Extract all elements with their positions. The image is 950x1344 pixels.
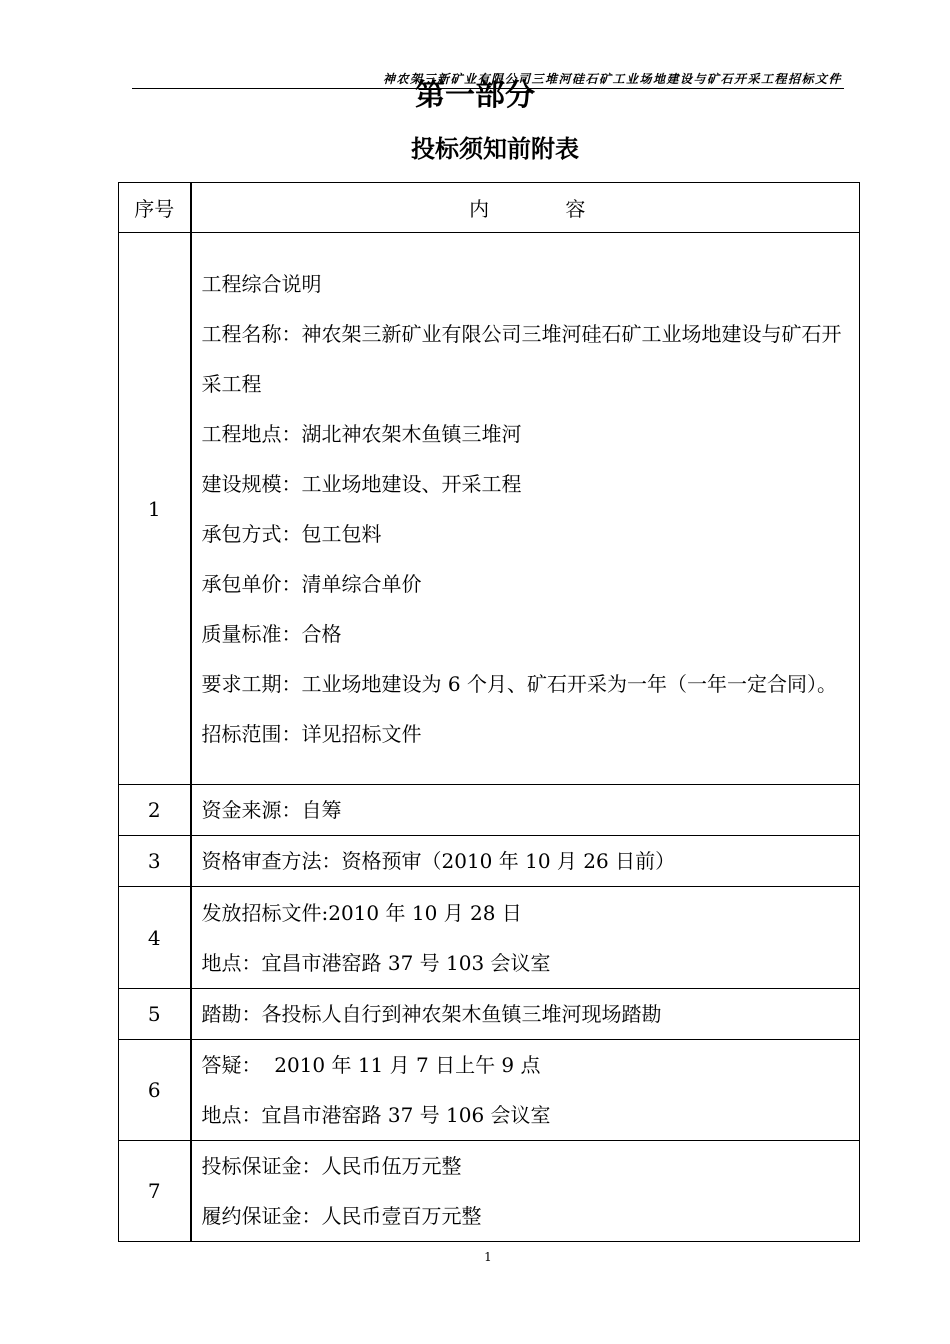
row-content xyxy=(191,1141,860,1242)
content-line: 工程综合说明 xyxy=(201,271,322,296)
bid-instructions-table xyxy=(118,182,860,1242)
content-line: 承包方式：包工包料 xyxy=(201,521,382,546)
document-subtitle: 投标须知前附表 xyxy=(411,135,579,163)
content-line: 履约保证金：人民币壹百万元整 xyxy=(201,1204,482,1228)
content-line: 质量标准：合格 xyxy=(201,621,342,646)
header-cell-no: 序号 xyxy=(119,183,191,233)
content-line: 地点：宜昌市港窑路 37 号 103 会议室 xyxy=(201,950,551,975)
content-line: 建设规模：工业场地建设、开采工程 xyxy=(201,471,522,496)
content-line: 工程名称：神农架三新矿业有限公司三堆河硅石矿工业场地建设与矿石开采工程 xyxy=(201,321,842,396)
table-row xyxy=(119,233,860,785)
row-content xyxy=(191,887,860,989)
table-row xyxy=(119,989,860,1040)
running-header: 神农架三新矿业有限公司三堆河硅石矿工业场地建设与矿石开采工程招标文件 xyxy=(382,72,842,86)
table-row xyxy=(119,887,860,989)
row-number: 2 xyxy=(119,785,191,836)
content-line: 资格审查方法：资格预审（2010 年 10 月 26 日前） xyxy=(201,849,676,873)
content-line: 资金来源：自筹 xyxy=(201,798,342,822)
row-number: 1 xyxy=(119,233,191,785)
header-content-label: 内 容 xyxy=(469,197,586,221)
header-cell-content xyxy=(191,183,860,233)
row-number: 5 xyxy=(119,989,191,1040)
row-content xyxy=(191,233,860,785)
row-number: 4 xyxy=(119,887,191,989)
table-row xyxy=(119,1040,860,1141)
content-line: 承包单价：清单综合单价 xyxy=(201,571,422,596)
row-number: 7 xyxy=(119,1141,191,1242)
table-header-row xyxy=(119,183,860,233)
content-line: 招标范围：详见招标文件 xyxy=(201,721,422,746)
content-line: 投标保证金：人民币伍万元整 xyxy=(201,1154,462,1178)
content-line: 工程地点：湖北神农架木鱼镇三堆河 xyxy=(201,421,522,446)
row-content xyxy=(191,785,860,836)
row-number: 3 xyxy=(119,836,191,887)
row-content xyxy=(191,1040,860,1141)
row-content xyxy=(191,989,860,1040)
row-number: 6 xyxy=(119,1040,191,1141)
table-row xyxy=(119,785,860,836)
part-title: 第一部分 xyxy=(415,78,535,113)
content-line: 地点：宜昌市港窑路 37 号 106 会议室 xyxy=(201,1103,551,1127)
table-row xyxy=(119,836,860,887)
row-content xyxy=(191,836,860,887)
table-row xyxy=(119,1141,860,1242)
content-line: 要求工期：工业场地建设为 6 个月、矿石开采为一年（一年一定合同）。 xyxy=(201,671,837,696)
content-line: 发放招标文件:2010 年 10 月 28 日 xyxy=(201,900,522,925)
content-line: 踏勘：各投标人自行到神农架木鱼镇三堆河现场踏勘 xyxy=(201,1002,662,1026)
content-line: 答疑： 2010 年 11 月 7 日上午 9 点 xyxy=(201,1053,541,1077)
page-number: 1 xyxy=(484,1250,492,1264)
